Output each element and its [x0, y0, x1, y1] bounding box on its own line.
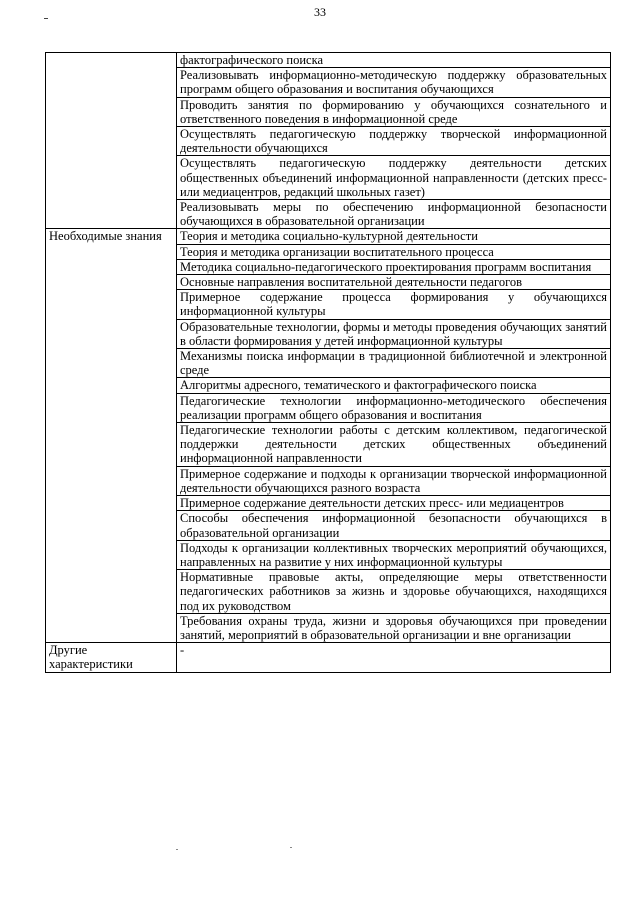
section-label: Другие характеристики: [46, 643, 177, 672]
section-entry: Теория и методика организации воспитательного процесса: [177, 244, 611, 259]
section-label: Необходимые знания: [46, 229, 177, 643]
table-row: [46, 643, 611, 672]
section-entry: Нормативные правовые акты, определяющие меры ответственности педагогических работников за жизнь и здоровье обучающихся, находящихся под их руководством: [177, 570, 611, 614]
requirements-table: [45, 52, 611, 673]
section-entry: Осуществлять педагогическую поддержку творческой информационной деятельности обучающихся: [177, 127, 611, 156]
section-entry: Осуществлять педагогическую поддержку деятельности детских общественных объединений информационной направленности (детских пресс- или медиацентров, редакций школьных газет): [177, 156, 611, 200]
section-entry: Подходы к организации коллективных творческих мероприятий обучающихся, направленных на развитие у них информационной культуры: [177, 540, 611, 569]
table-row: [46, 229, 611, 244]
page-number: 33: [314, 5, 326, 19]
section-entry: Требования охраны труда, жизни и здоровья обучающихся при проведении занятий, мероприятий в образовательной организации и вне организации: [177, 613, 611, 642]
section-entry: Методика социально-педагогического проектирования программ воспитания: [177, 259, 611, 274]
section-entry: Педагогические технологии работы с детским коллективом, педагогической поддержки деятельности детских общественных объединений информационной направленности: [177, 423, 611, 467]
section-entry: Способы обеспечения информационной безопасности обучающихся в образовательной организации: [177, 511, 611, 540]
scan-mark: [44, 18, 48, 19]
table-row: [46, 53, 611, 68]
section-entry: Примерное содержание процесса формирования у обучающихся информационной культуры: [177, 290, 611, 319]
section-label: [46, 53, 177, 229]
section-entry: Образовательные технологии, формы и методы проведения обучающих занятий в области формирования у детей информационной культуры: [177, 319, 611, 348]
section-entry: Основные направления воспитательной деятельности педагогов: [177, 275, 611, 290]
section-entry: Примерное содержание и подходы к организации творческой информационной деятельности обучающихся разного возраста: [177, 466, 611, 495]
section-entry: Реализовывать информационно-методическую поддержку образовательных программ общего образования и воспитания обучающихся: [177, 68, 611, 97]
section-entry: Педагогические технологии информационно-методического обеспечения реализации программ общего образования и воспитания: [177, 393, 611, 422]
section-entry: Механизмы поиска информации в традиционной библиотечной и электронной среде: [177, 349, 611, 378]
section-entry: Теория и методика социально-культурной деятельности: [177, 229, 611, 244]
scan-mark: [176, 849, 178, 850]
section-entry: -: [177, 643, 611, 672]
section-entry: Проводить занятия по формированию у обучающихся сознательного и ответственного поведения в информационной среде: [177, 97, 611, 126]
scan-mark: [290, 847, 292, 848]
section-entry: Реализовывать меры по обеспечению информационной безопасности обучающихся в образовательной организации: [177, 200, 611, 229]
section-entry: фактографического поиска: [177, 53, 611, 68]
section-entry: Алгоритмы адресного, тематического и фактографического поиска: [177, 378, 611, 393]
table-body: [46, 53, 611, 673]
section-entry: Примерное содержание деятельности детских пресс- или медиацентров: [177, 496, 611, 511]
